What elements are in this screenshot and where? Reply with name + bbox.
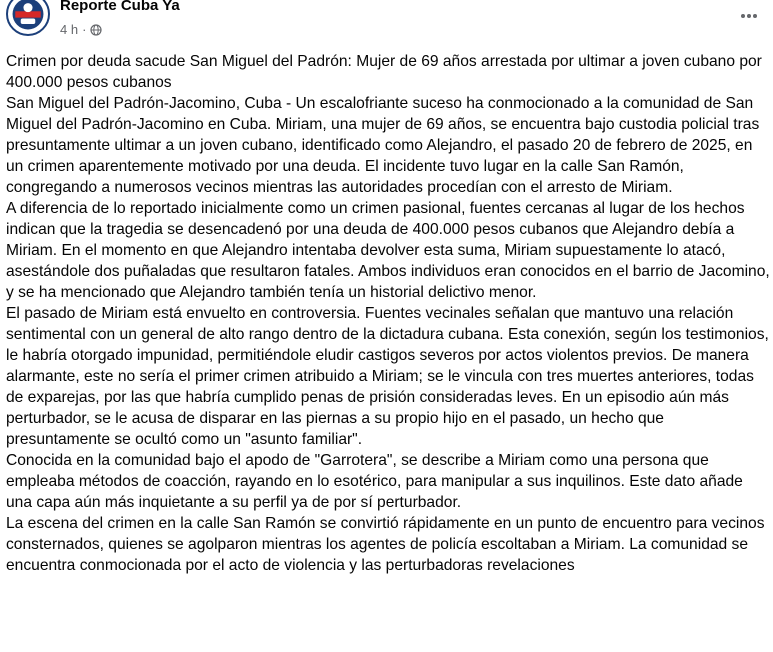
post-header (0, 0, 773, 44)
page-avatar[interactable] (6, 0, 50, 36)
post-paragraph: La escena del crimen en la calle San Ramón se convirtió rápidamente en un punto de encuentro para vecinos consternados, quienes se agolparon mientras los agentes de policía escoltaban a Miriam. La comunidad se encuentra conmocionada por el acto de violencia y las perturbadoras revelaciones (6, 515, 765, 574)
more-options-icon (739, 6, 759, 26)
post-paragraph: Conocida en la comunidad bajo el apodo de "Garrotera", se describe a Miriam como una persona que empleaba métodos de coacción, rayando en lo esotérico, para manipular a sus inquilinos. Este dato añade una capa aún más inquietante a su perfil ya de por sí perturbador. (6, 452, 743, 511)
more-options-button[interactable] (735, 2, 763, 30)
post-body (6, 51, 771, 576)
globe-icon[interactable] (90, 24, 102, 36)
post-meta (60, 22, 102, 37)
post-paragraph: El pasado de Miriam está envuelto en controversia. Fuentes vecinales señalan que mantuvo una relación sentimental con un general de alto rango dentro de la dictadura cubana. Esta conexión, según los testimonios, le habría otorgado impunidad, permitiéndole eludir castigos severos por actos violentos previos. De manera alarmante, este no sería el primer crimen atribuido a Miriam; se le vincula con tres muertes anteriores, todas de exparejas, por las que habría cumplido penas de prisión consideradas leves. En un episodio aún más perturbador, se le acusa de disparar en las piernas a su propio hijo en el pasado, un hecho que presuntamente se ocultó como un "asunto familiar". (6, 305, 769, 448)
post-headline: Crimen por deuda sacude San Miguel del Padrón: Mujer de 69 años arrestada por ultimar a joven cubano por 400.000 pesos cubanos (6, 53, 762, 91)
page-logo-icon (8, 0, 48, 34)
meta-separator: · (82, 22, 87, 37)
post-paragraph: A diferencia de lo reportado inicialmente como un crimen pasional, fuentes cercanas al lugar de los hechos indican que la tragedia se desencadenó por una deuda de 400.000 pesos cubanos que Alejandro debía a Miriam. En el momento en que Alejandro intentaba devolver esta suma, Miriam supuestamente lo atacó, asestándole dos puñaladas que resultaron fatales. Ambos individuos eran conocidos en el barrio de Jacomino, y se ha mencionado que Alejandro también tenía un historial delictivo menor. (6, 200, 770, 301)
post-timestamp[interactable]: 4 h (60, 22, 79, 37)
page-name-link[interactable]: Reporte Cuba Ya (60, 0, 180, 14)
post-paragraph: San Miguel del Padrón-Jacomino, Cuba - Un escalofriante suceso ha conmocionado a la comunidad de San Miguel del Padrón-Jacomino en Cuba. Miriam, una mujer de 69 años, se encuentra bajo custodia policial tras presuntamente ultimar a un joven cubano, identificado como Alejandro, el pasado 20 de febrero de 2025, en un crimen aparentemente motivado por una deuda. El incidente tuvo lugar en la calle San Ramón, congregando a numerosos vecinos mientras las autoridades procedían con el arresto de Miriam. (6, 95, 760, 196)
